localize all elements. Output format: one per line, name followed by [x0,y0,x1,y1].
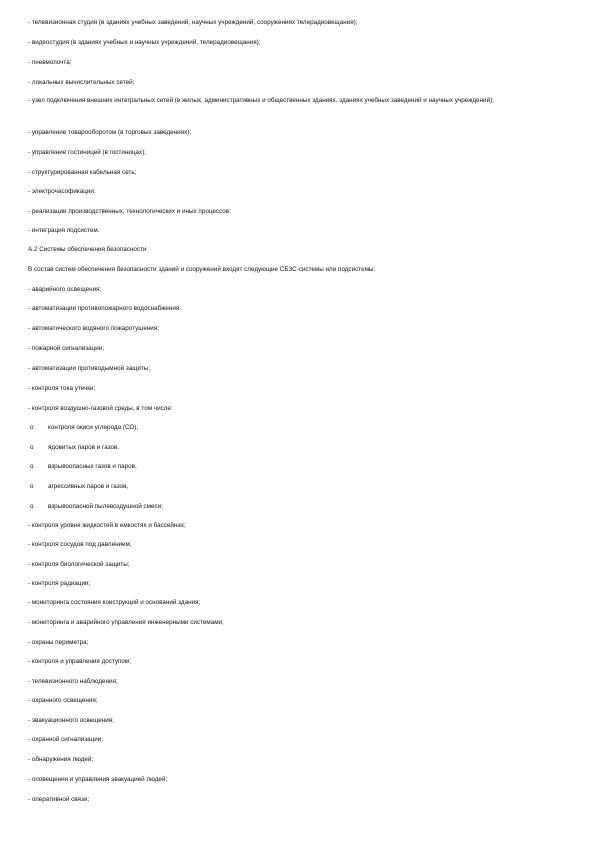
list-item: - охранного освещения; [28,697,98,704]
list-item: - автоматизации противодымной защиты; [28,365,151,372]
list-item: - эвакуационного освещения; [28,717,114,724]
section-heading: А.2 Системы обеспечения безопасности [28,246,147,253]
list-item: - мониторинга и аварийного управления инженерными системами; [28,619,224,626]
list-item: - структурированная кабельная сеть; [28,169,137,176]
list-item: - мониторинга состояния конструкций и оснований здания; [28,599,201,606]
sub-list-item-text: взрывоопасных газов и паров, [48,463,137,470]
list-item: - контроля воздушно-газовой среды, в том числе: [28,405,173,412]
sub-bullet-marker: o [30,463,34,470]
list-item: - контроля сосудов под давлением; [28,541,132,548]
list-item: - аварийного освещения; [28,286,102,293]
sub-bullet-marker: o [30,444,34,451]
list-item: - узел подключения внешних интегральных сетей (в жилых, административных и общественных зданиях, зданиях учебных заведений и научных учреждений); [28,97,494,104]
list-item: - контроля биологической защиты; [28,561,130,568]
list-item: - автоматизации противопожарного водоснабжения; [28,305,181,312]
list-item: - контроля радиации; [28,580,91,587]
list-item: - пожарной сигнализации; [28,345,105,352]
section-intro-paragraph: В состав систем обеспечения безопасности зданий и сооружений входят следующие СБЗС-системы или подсистемы: [28,266,376,273]
list-item: - охраны периметра; [28,639,89,646]
list-item: - реализации производственных, технологических и иных процессов; [28,208,231,215]
list-item: - обнаружения людей; [28,756,94,763]
list-item: - видеостудия (в зданиях учебных и научных учреждений, телерадиовещания); [28,39,261,46]
list-item: - электрочасофикации; [28,188,96,195]
list-item: - управление товарооборотом (в торговых заведениях); [28,129,192,136]
list-item: - контроля и управления доступом; [28,658,132,665]
sub-list-item-text: агрессивных паров и газов, [48,483,129,490]
list-item: - охранной сигнализации; [28,736,104,743]
list-item: - телевизионная студия (в зданиях учебных заведений, научных учреждений, сооружениях телерадиовещания); [28,19,358,26]
list-item: - управление гостиницей (в гостиницах); [28,149,147,156]
list-item: - оповещения и управления эвакуацией людей; [28,776,168,783]
list-item: - пневмопочта; [28,59,72,66]
sub-list-item-text: контроля окиси углерода (СО), [48,424,139,431]
sub-list-item-text: ядовитых паров и газов, [48,444,120,451]
list-item: - интеграция подсистем. [28,227,100,234]
list-item: - оперативной связи; [28,796,90,803]
list-item: - контроля уровня жидкостей в емкостях и бассейнах; [28,522,186,529]
list-item: - телевизионного наблюдения; [28,678,118,685]
list-item: - контроля тока утечки; [28,385,96,392]
list-item: - автоматического водяного пожаротушения; [28,325,159,332]
list-item: - локальных вычислительных сетей; [28,79,135,86]
sub-list-item-text: взрывоопасной пылевоздушной смеси; [48,503,163,510]
sub-bullet-marker: o [30,503,34,510]
sub-bullet-marker: o [30,424,34,431]
sub-bullet-marker: o [30,483,34,490]
